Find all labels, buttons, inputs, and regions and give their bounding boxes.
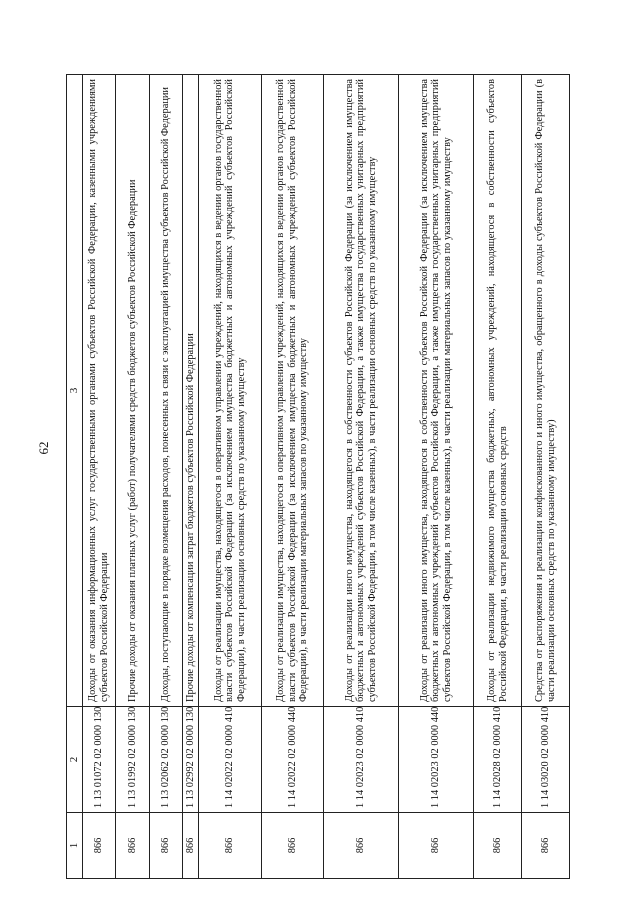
admin-code-cell: 866 — [82, 813, 115, 879]
column-header-admin: 1 — [67, 813, 83, 879]
revenue-name-cell: Доходы от реализации иного имущества, находящегося в собственности субъектов Российской Федерации (за исключением имущества бюджетных и автономных учреждений субъектов Российской Федерации, а также имущества государственных унитарных предприятий субъектов Российской Федерации, в том числе казенных), в части реализации основных средств по указанному имуществу — [324, 75, 399, 707]
admin-code-cell: 866 — [149, 813, 182, 879]
admin-code-cell: 866 — [261, 813, 323, 879]
rotated-table-wrapper — [66, 75, 570, 879]
budget-code-cell: 1 14 02022 02 0000 440 — [261, 707, 323, 813]
budget-code-cell: 1 13 01072 02 0000 130 — [82, 707, 115, 813]
table-row — [261, 75, 323, 879]
column-header-code: 2 — [67, 707, 83, 813]
revenue-name-cell: Доходы от реализации иного имущества, находящегося в собственности субъектов Российской Федерации (за исключением имущества бюджетных и автономных учреждений субъектов Российской Федерации, а также имущества государственных унитарных предприятий субъектов Российской Федерации, в том числе казенных), в части реализации материальных запасов по указанному имуществу — [399, 75, 474, 707]
admin-code-cell: 866 — [522, 813, 570, 879]
table-header-row — [67, 75, 83, 879]
budget-code-cell: 1 14 02023 02 0000 440 — [399, 707, 474, 813]
table-row — [199, 75, 261, 879]
revenue-name-cell: Прочие доходы от компенсации затрат бюджетов субъектов Российской Федерации — [182, 75, 199, 707]
budget-code-cell: 1 13 02992 02 0000 130 — [182, 707, 199, 813]
revenue-name-cell: Доходы от оказания информационных услуг государственными органами субъектов Российской Федерации, казенными учреждениями субъектов Российской Федерации — [82, 75, 115, 707]
revenue-name-cell: Средства от распоряжения и реализации конфискованного и иного имущества, обращенного в доходы субъектов Российской Федерации (в части реализации основных средств по указанному имуществу) — [522, 75, 570, 707]
admin-code-cell: 866 — [182, 813, 199, 879]
page-number: 62 — [36, 441, 51, 455]
revenue-name-cell: Доходы от реализации имущества, находящегося в оперативном управлении учреждений, находящихся в ведении органов государственной власти субъектов Российской Федерации (за исключением имущества бюджетных и автономных учреждений субъектов Российской Федерации), в части реализации основных средств по указанному имуществу — [199, 75, 261, 707]
admin-code-cell: 866 — [116, 813, 149, 879]
admin-code-cell: 866 — [324, 813, 399, 879]
admin-code-cell: 866 — [399, 813, 474, 879]
revenue-name-cell: Прочие доходы от оказания платных услуг (работ) получателями средств бюджетов субъектов Российской Федерации — [116, 75, 149, 707]
table-row — [182, 75, 199, 879]
budget-code-cell: 1 14 02023 02 0000 410 — [324, 707, 399, 813]
table-row — [82, 75, 115, 879]
table-row — [474, 75, 522, 879]
budget-code-cell: 1 14 02028 02 0000 410 — [474, 707, 522, 813]
table-row — [116, 75, 149, 879]
budget-code-cell: 1 14 02022 02 0000 410 — [199, 707, 261, 813]
revenue-name-cell: Доходы от реализации недвижимого имущества бюджетных, автономных учреждений, находящегося в собственности субъектов Российской Федерации, в части реализации основных средств — [474, 75, 522, 707]
table-row — [522, 75, 570, 879]
table-row — [149, 75, 182, 879]
revenue-name-cell: Доходы, поступающие в порядке возмещения расходов, понесенных в связи с эксплуатацией имущества субъектов Российской Федерации — [149, 75, 182, 707]
revenue-name-cell: Доходы от реализации имущества, находящегося в оперативном управлении учреждений, находящихся в ведении органов государственной власти субъектов Российской Федерации (за исключением имущества бюджетных и автономных учреждений субъектов Российской Федерации), в части реализации материальных запасов по указанному имуществу — [261, 75, 323, 707]
table-row — [324, 75, 399, 879]
admin-code-cell: 866 — [474, 813, 522, 879]
budget-code-cell: 1 13 02062 02 0000 130 — [149, 707, 182, 813]
revenue-table — [66, 74, 570, 879]
column-header-name: 3 — [67, 75, 83, 707]
budget-code-cell: 1 14 03020 02 0000 410 — [522, 707, 570, 813]
table-row — [399, 75, 474, 879]
admin-code-cell: 866 — [199, 813, 261, 879]
budget-code-cell: 1 13 01992 02 0000 130 — [116, 707, 149, 813]
